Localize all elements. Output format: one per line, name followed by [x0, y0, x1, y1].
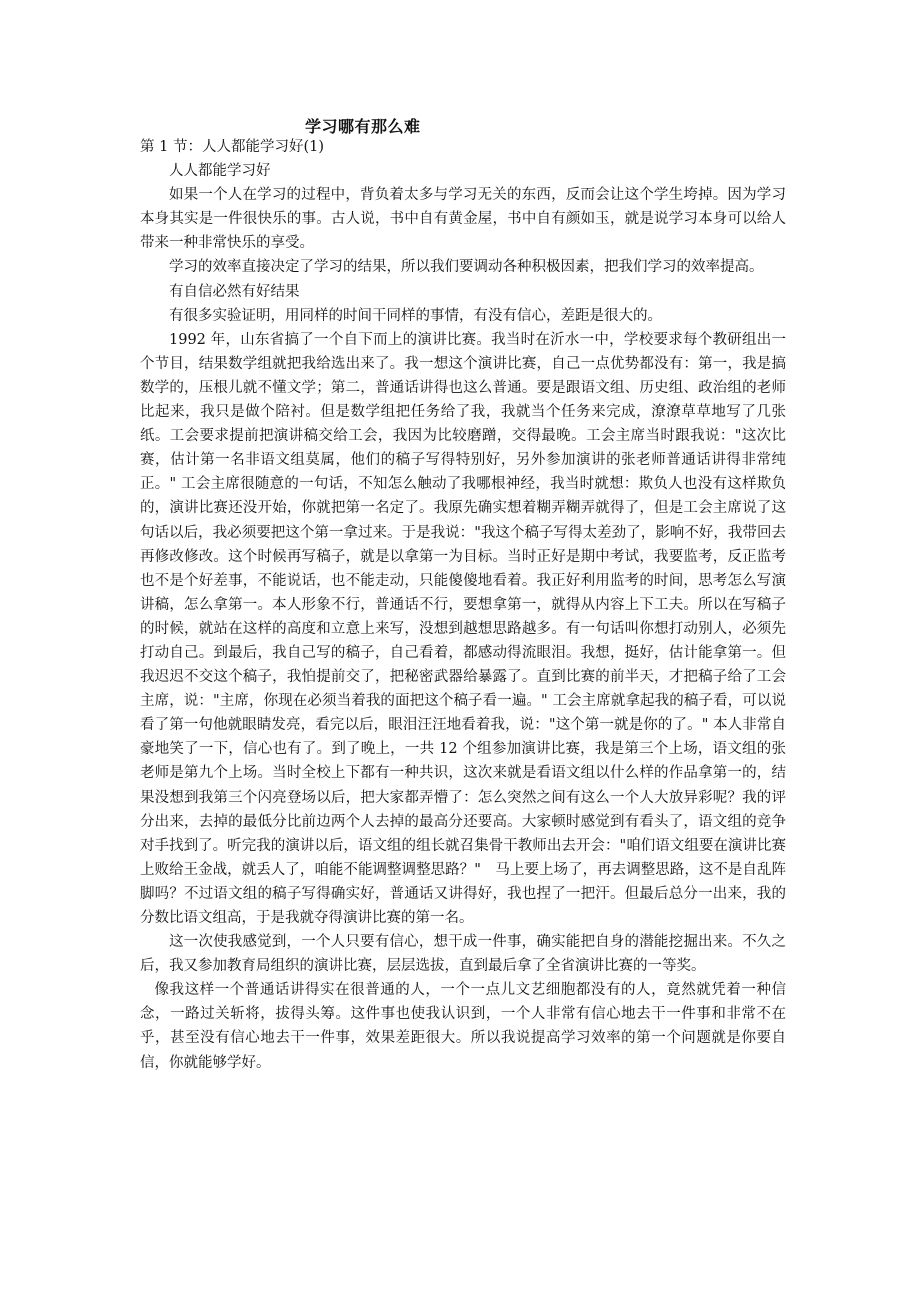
paragraph: 这一次使我感觉到，一个人只要有信心，想干成一件事，确实能把自身的潜能挖掘出来。不久之后，我又参加教育局组织的演讲比赛，层层选拔，直到最后拿了全省演讲比赛的一等奖。: [140, 934, 786, 975]
paragraph: 1992 年，山东省搞了一个自下而上的演讲比赛。我当时在沂水一中，学校要求每个教研组出一个节目，结果数学组就把我给选出来了。我一想这个演讲比赛，自己一点优势都没有：第一，我是搞数学的，压根儿就不懂文学；第二，普通话讲得也这么普通。要是跟语文组、历史组、政治组的老师比起来，我只是做个陪衬。但是数学组把任务给了我，我就当个任务来完成，潦潦草草地写了几张纸。工会要求提前把演讲稿交给工会，我因为比较磨蹭，交得最晚。工会主席当时跟我说："这次比赛，估计第一名非语文组莫属，他们的稿子写得特别好，另外参加演讲的张老师普通话讲得非常纯正。" 工会主席很随意的一句话，不知怎么触动了我哪根神经，我当时就想：欺负人也没有这样欺负的，演讲比赛还没开始，你就把第一名定了。我原先确实想着糊弄糊弄就得了，但是工会主席说了这句话以后，我必须要把这个第一拿过来。于是我说："我这个稿子写得太差劲了，影响不好，我带回去再修改修改。这个时候再写稿子，就是以拿第一为目标。当时正好是期中考试，我要监考，反正监考也不是个好差事，不能说话，也不能走动，只能傻傻地看着。我正好利用监考的时间，思考怎么写演讲稿，怎么拿第一。本人形象不行，普通话不行，要想拿第一，就得从内容上下工夫。所以在写稿子的时候，就站在这样的高度和立意上来写，没想到越想思路越多。有一句话叫你想打动别人，必须先打动自己。到最后，我自己写的稿子，自己看着，都感动得流眼泪。我想，挺好，估计能拿第一。但我迟迟不交这个稿子，我怕提前交了，把秘密武器给暴露了。直到比赛的前半天，才把稿子给了工会主席，说："主席，你现在必须当着我的面把这个稿子看一遍。" 工会主席就拿起我的稿子看，可以说看了第一句他就眼睛发亮，看完以后，眼泪汪汪地看着我，说："这个第一就是你的了。" 本人非常自豪地笑了一下，信心也有了。到了晚上，一共 12 个组参加演讲比赛，我是第三个上场，语文组的张老师是第九个上场。当时全校上下都有一种共识，这次来就是看语文组以什么样的作品拿第一的，结果没想到我第三个闪亮登场以后，把大家都弄懵了：怎么突然之间有这么一个人大放异彩呢？我的评分出来，去掉的最低分比前边两个人去掉的最高分还要高。大家顿时感觉到有看头了，语文组的竞争对手找到了。听完我的演讲以后，语文组的组长就召集骨干教师出去开会："咱们语文组要在演讲比赛上败给王金战，就丢人了，咱能不能调整调整思路？" 马上要上场了，再去调整思路，这不是自乱阵脚吗？不过语文组的稿子写得确实好，普通话又讲得好，我也捏了一把汗。但最后总分一出来，我的分数比语文组高，于是我就夺得演讲比赛的第一名。: [140, 331, 786, 926]
document-title: 学习哪有那么难: [305, 117, 421, 136]
paragraph: 如果一个人在学习的过程中，背负着太多与学习无关的东西，反而会让这个学生垮掉。因为学习本身其实是一件很快乐的事。古人说，书中自有黄金屋，书中自有颜如玉，就是说学习本身可以给人带来一种非常快乐的享受。: [140, 187, 786, 252]
paragraph-list: [140, 159, 786, 1075]
document-body: [140, 135, 786, 1075]
paragraph: 人人都能学习好: [169, 163, 271, 180]
section-heading: 第 1 节：人人都能学习好(1): [140, 139, 324, 155]
paragraph: 学习的效率直接决定了学习的结果，所以我们要调动各种积极因素，把我们学习的效率提高。: [169, 259, 764, 276]
paragraph: 有很多实验证明，用同样的时间干同样的事情，有没有信心，差距是很大的。: [169, 307, 662, 324]
paragraph: 像我这样一个普通话讲得实在很普通的人，一个一点儿文艺细胞都没有的人，竟然就凭着一种信念，一路过关斩将，拔得头筹。这件事也使我认识到，一个人非常有信心地去干一件事和非常不在乎，甚至没有信心地去干一件事，效果差距很大。所以我说提高学习效率的第一个问题就是你要自信，你就能够学好。: [140, 982, 786, 1071]
paragraph: 有自信必然有好结果: [169, 283, 300, 300]
